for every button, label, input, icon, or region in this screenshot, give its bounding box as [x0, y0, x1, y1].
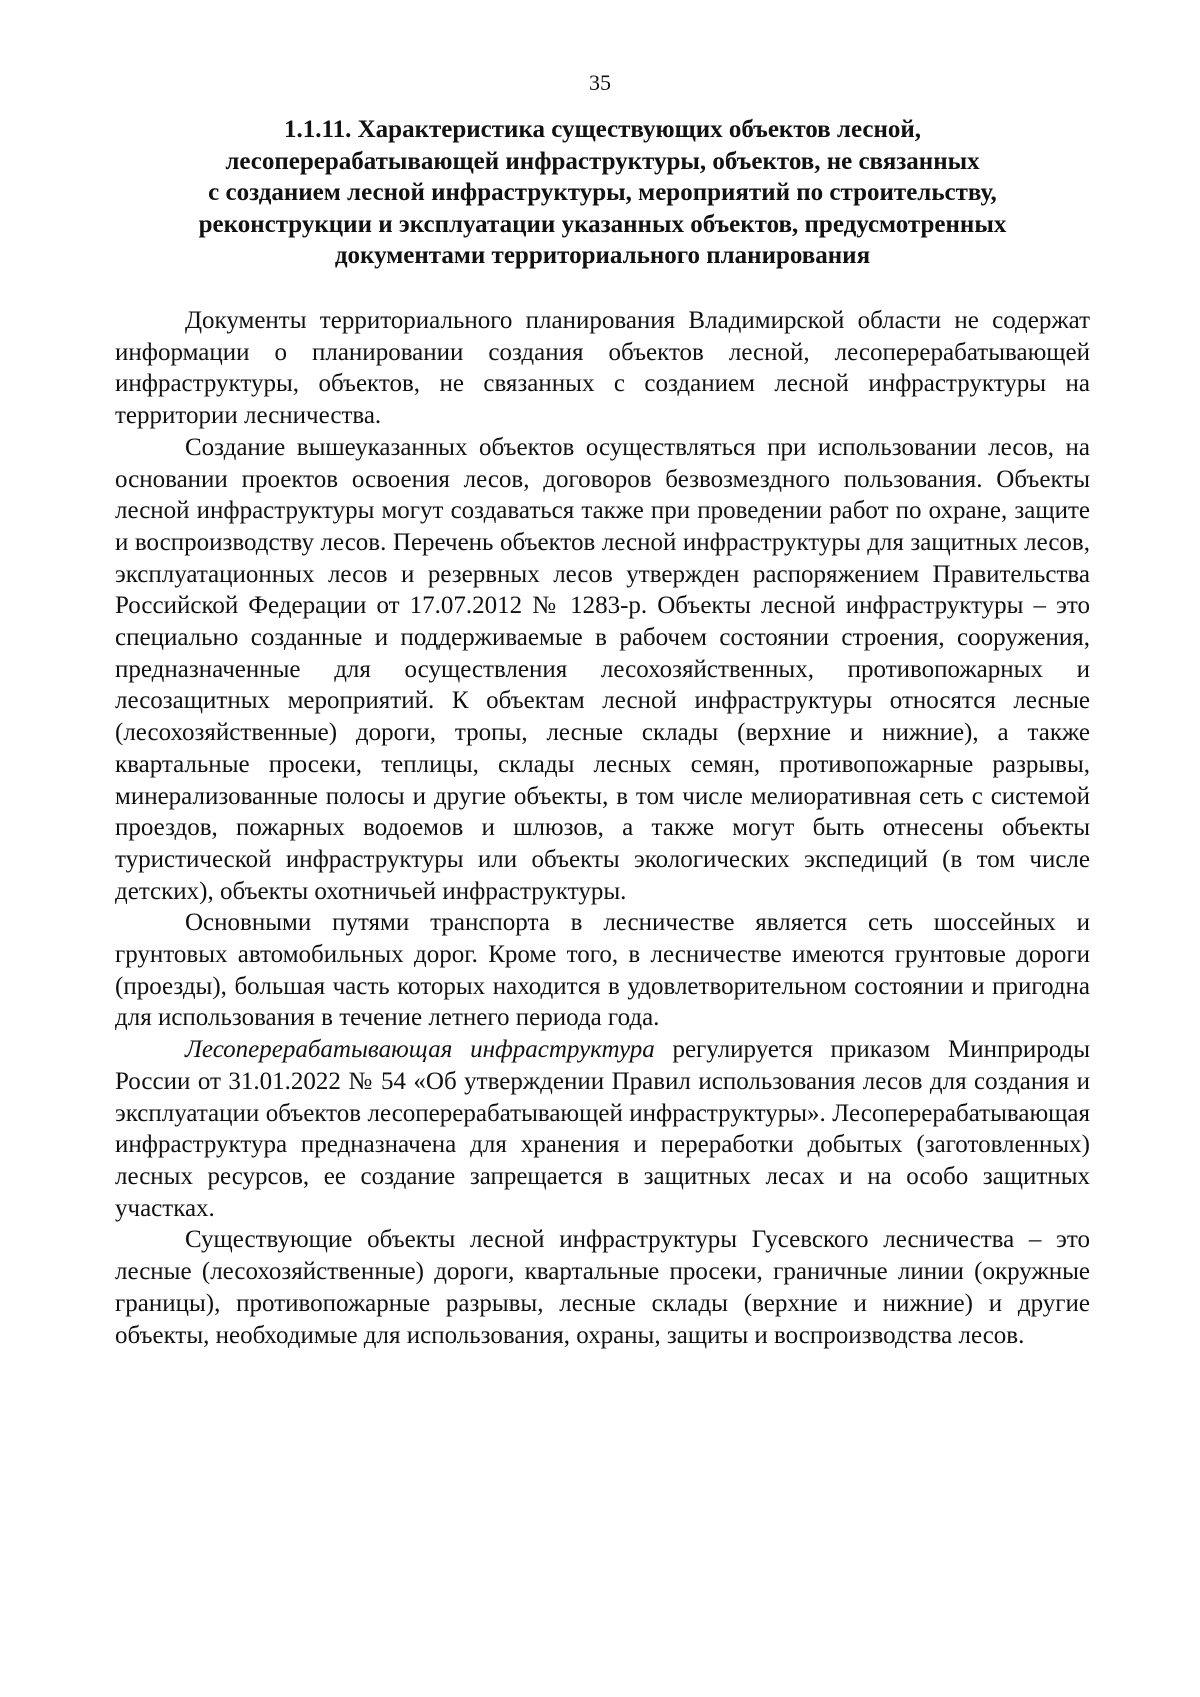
page-number: 35 [589, 70, 611, 95]
heading-line: с созданием лесной инфраструктуры, мероприятий по строительству, [208, 179, 997, 206]
section-heading [115, 114, 1090, 272]
paragraph-existing-objects: Существующие объекты лесной инфраструктуры Гусевского лесничества – это лесные (лесохозяйственные) дороги, квартальные просеки, граничные линии (окружные границы), противопожарные разрывы, лесные склады (верхние и нижние) и другие объекты, необходимые для использования, охраны, защиты и воспроизводства лесов. [115, 1226, 1090, 1349]
paragraph-processing-infrastructure [115, 1034, 1090, 1224]
paragraph-transport-routes: Основными путями транспорта в лесничестве является сеть шоссейных и грунтовых автомобильных дорог. Кроме того, в лесничестве имеются грунтовые дороги (проезды), большая часть которых находится в удовлетворительном состоянии и пригодна для использования в течение летнего периода года. [115, 909, 1090, 1032]
paragraph-forest-infrastructure: Создание вышеуказанных объектов осуществляться при использовании лесов, на основании проектов освоения лесов, договоров безвозмездного пользования. Объекты лесной инфраструктуры могут создаваться также при проведении работ по охране, защите и воспроизводству лесов. Перечень объектов лесной инфраструктуры для защитных лесов, эксплуатационных лесов и резервных лесов утвержден распоряжением Правительства Российской Федерации от 17.07.2012 № 1283-р. Объекты лесной инфраструктуры – это специально созданные и поддерживаемые в рабочем состоянии строения, сооружения, предназначенные для осуществления лесохозяйственных, противопожарных и лесозащитных мероприятий. К объектам лесной инфраструктуры относятся лесные (лесохозяйственные) дороги, тропы, лесные склады (верхние и нижние), а также квартальные просеки, теплицы, склады лесных семян, противопожарные разрывы, минерализованные полосы и другие объекты, в том числе мелиоративная сеть с системой проездов, пожарных водоемов и шлюзов, а также могут быть отнесены объекты туристической инфраструктуры или объекты экологических экспедиций (в том числе детских), объекты охотничьей инфраструктуры. [115, 433, 1090, 905]
paragraph-text: регулируется приказом Минприроды России от 31.01.2022 № 54 «Об утверждении Правил использования лесов для создания и эксплуатации объектов лесоперерабатывающей инфраструктуры». Лесоперерабатывающая инфраструктура предназначена для хранения и переработки добытых (заготовленных) лесных ресурсов, ее создание запрещается в защитных лесах и на особо защитных участках. [115, 1036, 1091, 1222]
heading-line: лесоперерабатывающей инфраструктуры, объектов, не связанных [225, 147, 980, 175]
body-text [115, 305, 1090, 1351]
heading-line: документами территориального планирования [334, 242, 871, 269]
paragraph-territorial-planning: Документы территориального планирования Владимирской области не содержат информации о планировании создания объектов лесной, лесоперерабатывающей инфраструктуры, объектов, не связанных с созданием лесной инфраструктуры на территории лесничества. [115, 307, 1090, 430]
heading-line: реконструкции и эксплуатации указанных объектов, предусмотренных [198, 210, 1007, 238]
heading-line: 1.1.11. Характеристика существующих объектов лесной, [284, 116, 921, 143]
italic-term: Лесоперерабатывающая инфраструктура [185, 1036, 655, 1064]
